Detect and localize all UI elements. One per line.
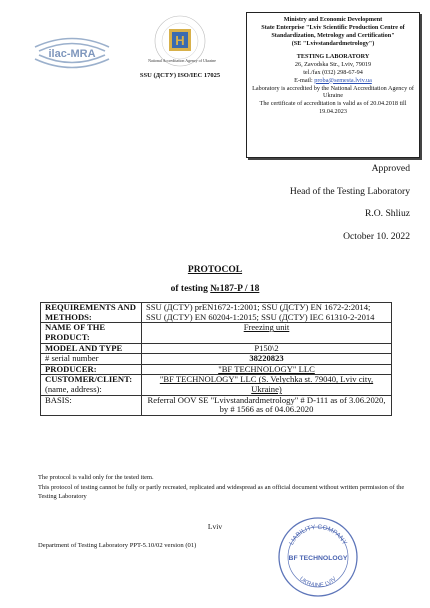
ssu-standard: SSU (ДСТУ) ISO/IEC 17025 xyxy=(139,72,221,79)
table-row xyxy=(41,303,392,323)
model-value: P150\2 xyxy=(142,343,392,354)
serial-value: 38220823 xyxy=(142,354,392,365)
table-row xyxy=(41,395,392,415)
ilac-mra-logo xyxy=(31,32,113,74)
protocol-subtitle: of testing №187-P / 18 xyxy=(170,284,260,294)
lab-title: TESTING LABORATORY xyxy=(296,52,370,60)
svg-text:UKRAINE LVIV xyxy=(298,576,338,589)
laboratory-info-box xyxy=(246,12,420,158)
company-stamp xyxy=(276,515,360,599)
serial-label: # serial number xyxy=(41,354,142,365)
product-label: NAME OF THE PRODUCT: xyxy=(41,323,142,343)
producer-value: "BF TECHNOLOGY" LLC xyxy=(142,364,392,375)
model-label: MODEL AND TYPE xyxy=(41,343,142,354)
protocol-title: PROTOCOL xyxy=(187,265,243,275)
stamp-top-text: LIABILITY COMPANY xyxy=(288,523,348,547)
head-of-lab: Head of the Testing Laboratory xyxy=(289,186,410,197)
email-link[interactable]: proba@semesta.lviv.ua xyxy=(314,76,372,84)
requirements-value: SSU (ДСТУ) prEN1672-1:2001; SSU (ДСТУ) EN 1672-2:2014; SSU (ДСТУ) EN 60204-1:2015; SSU (ДСТУ) IEC 61310-2-2014 xyxy=(142,303,392,323)
svg-text:LIABILITY COMPANY xyxy=(288,524,348,547)
table-row xyxy=(41,375,392,395)
enterprise-short-name: (SE "Lvivstandardmetrology") xyxy=(291,39,375,47)
enterprise: State Enterprise "Lviv Scientific Production Centre of Standardization, Metrology and Certification" xyxy=(261,23,405,39)
lab-email-line xyxy=(251,77,415,85)
stamp-bottom-text: UKRAINE LVIV xyxy=(298,576,338,590)
protocol-number: №187-P / 18 xyxy=(210,284,260,294)
ilac-text: ilac-MRA xyxy=(48,48,96,60)
customer-label: CUSTOMER/CLIENT: xyxy=(45,374,133,385)
approver-name: R.O. Shliuz xyxy=(364,208,410,219)
approved-label: Approved xyxy=(371,163,410,174)
accreditation-note: Laboratory is accredited by the National Accreditation Agency of Ukraine xyxy=(252,84,414,100)
approval-date: October 10. 2022 xyxy=(343,231,410,242)
validity-note: The protocol is valid only for the tested item. xyxy=(38,474,154,481)
ministry: Ministry and Economic Development xyxy=(283,16,383,23)
certificate-validity: The certificate of accreditation is valid as of 20.04.2018 till 19.04.2023 xyxy=(259,100,407,116)
protocol-details-table xyxy=(40,302,392,416)
lab-address: 26, Zavodska Str., Lviv, 79019 xyxy=(294,60,372,68)
customer-sub-label: (name, address): xyxy=(45,384,102,394)
email-label: E-mail: xyxy=(294,76,315,84)
customer-value: "BF TECHNOLOGY" LLC (S. Velychka st. 79040, Lviv city, Ukraine) xyxy=(142,375,392,395)
lab-telfax: tel./fax (032) 298-67-94 xyxy=(303,68,363,76)
copy-restriction-note: This protocol of testing cannot be fully or partly recreated, replicated and widespread as an official document without written permission of the Testing Laboratory xyxy=(38,484,405,500)
producer-label: PRODUCER: xyxy=(41,364,142,375)
customer-label-cell xyxy=(41,375,142,395)
stamp-center-text: BF TECHNOLOGY xyxy=(288,555,348,562)
table-row xyxy=(41,343,392,354)
product-value: Freezing unit xyxy=(142,323,392,343)
table-row xyxy=(41,354,392,365)
department-version: Department of Testing Laboratory PPT-5.10/02 version (01) xyxy=(38,542,197,549)
basis-value: Referral OOV SE "Lvivstandardmetrology" # D-111 as of 3.06.2020, by # 1566 as of 04.06.2020 xyxy=(142,395,392,415)
table-row xyxy=(41,364,392,375)
basis-label: BASIS: xyxy=(41,395,142,415)
city: Lviv xyxy=(207,522,223,531)
nas-caption: National Accreditation Agency of Ukraine xyxy=(148,58,216,63)
table-row xyxy=(41,323,392,343)
nas-letter: Н xyxy=(175,33,185,48)
requirements-label: REQUIREMENTS AND METHODS: xyxy=(41,303,142,323)
